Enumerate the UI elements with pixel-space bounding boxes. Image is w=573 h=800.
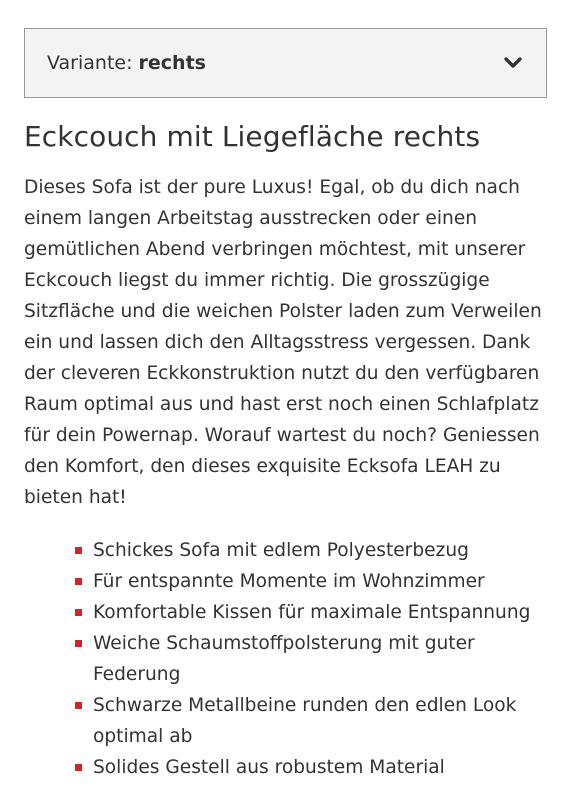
- feature-text: Schwarze Metallbeine runden den edlen Look optimal ab: [93, 695, 517, 747]
- variant-value: rechts: [138, 52, 206, 74]
- feature-text: Weiche Schaumstoffpolsterung mit guter Federung: [93, 633, 475, 685]
- feature-item: [24, 752, 564, 783]
- feature-text: Für entspannte Momente im Wohnzimmer: [93, 571, 485, 592]
- product-title: Eckcouch mit Liegefläche rechts: [24, 120, 481, 153]
- feature-item: [24, 690, 564, 752]
- variant-selected-text: [47, 52, 206, 74]
- feature-item: [24, 566, 564, 597]
- product-description: Dieses Sofa ist der pure Luxus! Egal, ob du dich nach einem langen Arbeitstag ausstrecken oder einen gemütlichen Abend verbringen möchtest, mit unserer Eckcouch liegst du immer richtig. Die grosszügige Sitzfläche und die weichen Polster laden zum Verweilen ein und lassen dich den Alltagsstress vergessen. Dank der cleveren Eckkonstruktion nutzt du den verfügbaren Raum optimal aus und hast erst noch einen Schlafplatz für dein Powernap. Worauf wartest du noch? Geniessen den Komfort, den dieses exquisite Ecksofa LEAH zu bieten hat!: [24, 177, 542, 508]
- feature-text: Komfortable Kissen für maximale Entspannung: [93, 602, 531, 623]
- bullet-square-icon: [75, 578, 82, 585]
- feature-text: Schickes Sofa mit edlem Polyesterbezug: [93, 540, 469, 561]
- feature-item: [24, 535, 564, 566]
- chevron-down-icon[interactable]: [502, 52, 524, 74]
- feature-item: [24, 597, 564, 628]
- bullet-square-icon: [75, 640, 82, 647]
- feature-item: [24, 628, 564, 690]
- variant-select[interactable]: [24, 28, 547, 98]
- bullet-square-icon: [75, 764, 82, 771]
- bullet-square-icon: [75, 547, 82, 554]
- feature-text: Solides Gestell aus robustem Material: [93, 757, 445, 778]
- variant-label: Variante:: [47, 52, 133, 74]
- bullet-square-icon: [75, 609, 82, 616]
- feature-list: [24, 535, 564, 783]
- bullet-square-icon: [75, 702, 82, 709]
